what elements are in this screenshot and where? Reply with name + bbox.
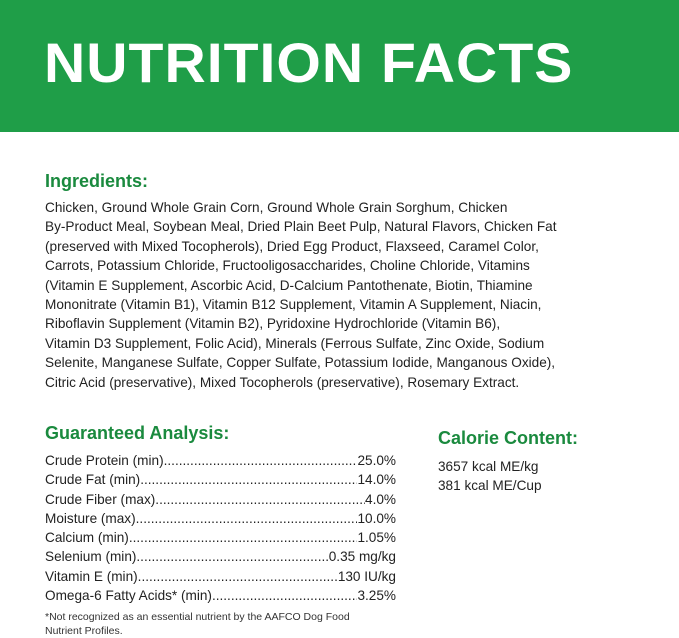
ingredients-line: (Vitamin E Supplement, Ascorbic Acid, D-Calcium Pantothenate, Biotin, Thiamine — [45, 277, 533, 293]
analysis-label: Moisture (max) — [45, 510, 136, 526]
ingredients-line: Mononitrate (Vitamin B1), Vitamin B12 Supplement, Vitamin A Supplement, Niacin, — [45, 297, 542, 313]
ingredients-heading: Ingredients: — [45, 171, 149, 191]
analysis-row — [45, 451, 396, 470]
analysis-value: 10.0% — [357, 510, 396, 526]
calorie-heading: Calorie Content: — [438, 428, 579, 448]
analysis-row — [45, 547, 396, 566]
analysis-row — [45, 586, 396, 605]
ingredients-line: Riboflavin Supplement (Vitamin B2), Pyridoxine Hydrochloride (Vitamin B6), — [45, 316, 501, 332]
page-title: NUTRITION FACTS — [44, 31, 574, 94]
analysis-table — [45, 451, 396, 605]
analysis-row — [45, 509, 396, 528]
dot-leader — [136, 547, 328, 566]
analysis-row — [45, 567, 396, 586]
footnote — [45, 610, 350, 638]
dot-leader — [140, 470, 357, 489]
analysis-label: Crude Fat (min) — [45, 472, 141, 488]
ingredients-line: Carrots, Potassium Chloride, Fructooligosaccharides, Choline Chloride, Vitamins — [45, 258, 530, 274]
ingredients-line: Vitamin D3 Supplement, Folic Acid), Minerals (Ferrous Sulfate, Zinc Oxide, Sodium — [45, 335, 545, 351]
ingredients-line: Chicken, Ground Whole Grain Corn, Ground Whole Grain Sorghum, Chicken — [45, 200, 508, 215]
analysis-value: 25.0% — [357, 453, 396, 468]
analysis-label: Vitamin E (min) — [45, 568, 138, 584]
analysis-label: Omega-6 Fatty Acids* (min) — [45, 588, 212, 604]
analysis-value: 4.0% — [365, 491, 396, 507]
analysis-value: 130 IU/kg — [337, 568, 396, 584]
calorie-content — [438, 457, 542, 496]
analysis-label: Calcium (min) — [45, 530, 129, 546]
analysis-value: 1.05% — [357, 530, 396, 546]
dot-leader — [138, 567, 338, 586]
ingredients-line: By-Product Meal, Soybean Meal, Dried Plain Beet Pulp, Natural Flavors, Chicken Fat — [45, 219, 557, 235]
calorie-line: 3657 kcal ME/kg — [438, 459, 539, 474]
footnote-line: *Not recognized as an essential nutrient by the AAFCO Dog Food — [45, 611, 350, 623]
analysis-heading: Guaranteed Analysis: — [45, 423, 230, 443]
analysis-value: 14.0% — [357, 472, 396, 488]
analysis-label: Crude Fiber (max) — [45, 491, 156, 507]
dot-leader — [212, 586, 358, 605]
analysis-row — [45, 490, 396, 509]
ingredients-line: Citric Acid (preservative), Mixed Tocopherols (preservative), Rosemary Extract. — [45, 374, 520, 390]
ingredients-line: Selenite, Manganese Sulfate, Copper Sulfate, Potassium Iodide, Manganous Oxide), — [45, 355, 556, 371]
dot-leader — [164, 451, 358, 470]
analysis-label: Crude Protein (min) — [45, 453, 164, 468]
analysis-value: 0.35 mg/kg — [328, 549, 396, 565]
ingredients-list — [45, 198, 557, 392]
analysis-row — [45, 470, 396, 489]
ingredients-line: (preserved with Mixed Tocopherols), Dried Egg Product, Flaxseed, Caramel Color, — [45, 238, 539, 254]
analysis-label: Selenium (min) — [45, 549, 137, 565]
calorie-line: 381 kcal ME/Cup — [438, 478, 542, 494]
dot-leader — [129, 528, 358, 547]
header-banner — [0, 0, 679, 132]
footnote-line: Nutrient Profiles. — [45, 625, 123, 637]
analysis-value: 3.25% — [357, 588, 396, 604]
analysis-row — [45, 528, 396, 547]
dot-leader — [136, 509, 358, 528]
dot-leader — [155, 490, 365, 509]
